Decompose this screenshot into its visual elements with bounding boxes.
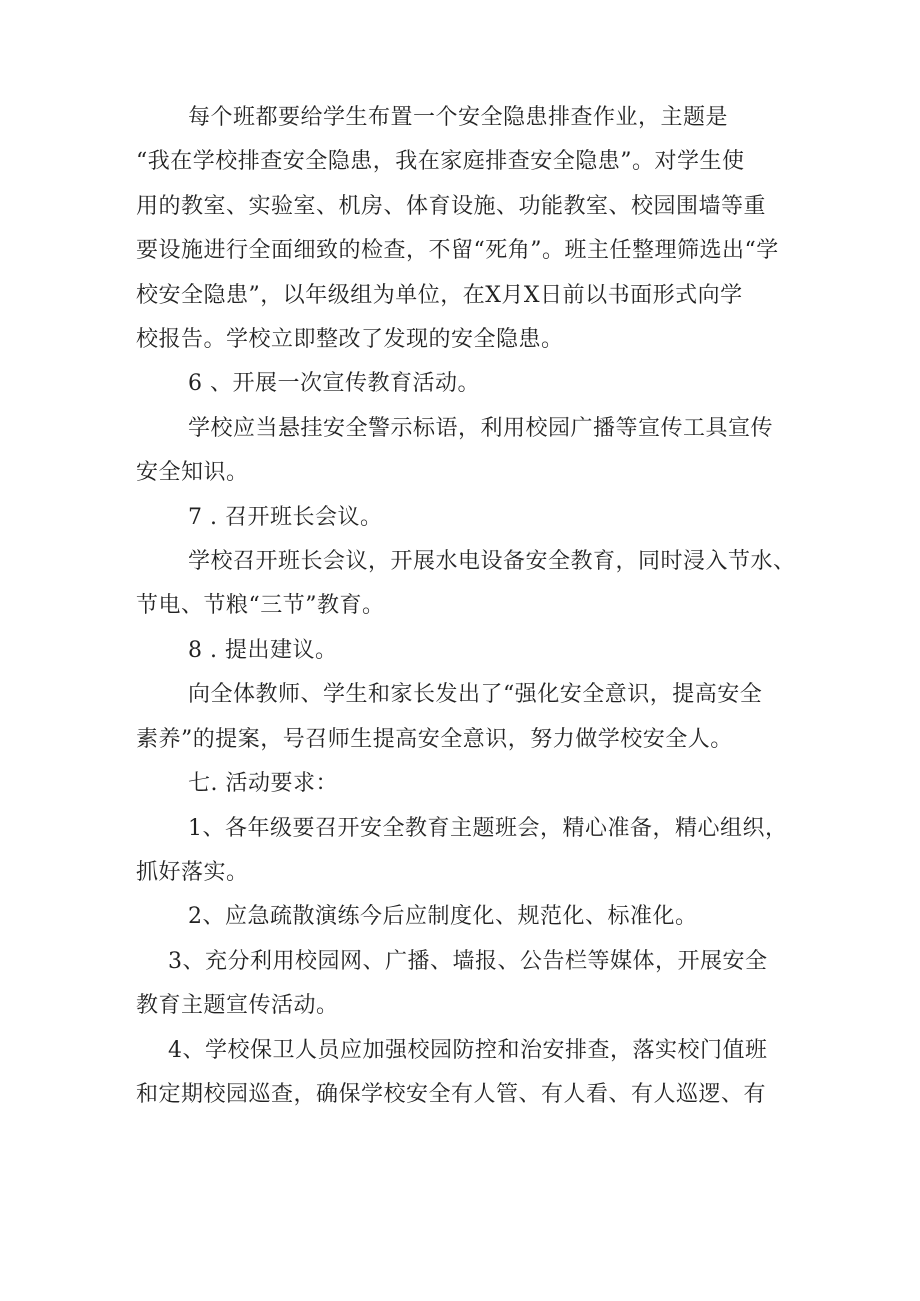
line: 教育主题宣传活动。 <box>136 993 339 1019</box>
line: 学校召开班长会议，开展水电设备安全教育，同时浸入节水、 <box>188 549 796 575</box>
line: 3、充分利用校园网、广播、墙报、公告栏等媒体，开展安全 <box>168 948 768 974</box>
line: 抓好落实。 <box>136 859 249 885</box>
paragraph-hazard-inspection <box>136 96 796 362</box>
document-body <box>136 96 796 1117</box>
heading-requirements <box>136 762 796 806</box>
line: 和定期校园巡查，确保学校安全有人管、有人看、有人巡逻、有 <box>136 1081 767 1107</box>
line: 用的教室、实验室、机房、体育设施、功能教室、校园围墙等重 <box>136 193 767 219</box>
line: 校安全隐患”，以年级组为单位，在X月X日前以书面形式向学 <box>136 282 743 308</box>
line: 1、各年级要召开安全教育主题班会，精心准备，精心组织， <box>188 815 788 841</box>
line: 向全体教师、学生和家长发出了“强化安全意识，提高安全 <box>188 682 763 708</box>
line: 节电、节粮“三节”教育。 <box>136 593 385 619</box>
requirement-4 <box>136 1029 796 1118</box>
heading-item-7 <box>136 496 796 540</box>
line: 每个班都要给学生布置一个安全隐患排查作业，主题是 <box>188 105 729 130</box>
requirement-1 <box>136 807 796 896</box>
requirement-2 <box>136 895 796 939</box>
line: 7 . 召开班长会议。 <box>188 504 383 530</box>
paragraph-item-7 <box>136 540 796 629</box>
line: 素养”的提案，号召师生提高安全意识，努力做学校安全人。 <box>136 726 733 752</box>
requirement-3 <box>136 940 796 1029</box>
line: 2、应急疏散演练今后应制度化、规范化、标准化。 <box>188 904 698 930</box>
line: 4、学校保卫人员应加强校园防控和治安排查，落实校门值班 <box>168 1037 768 1063</box>
line: 学校应当悬挂安全警示标语，利用校园广播等宣传工具宣传 <box>188 415 774 441</box>
line: “我在学校排查安全隐患，我在家庭排查安全隐患”。对学生使 <box>136 149 745 175</box>
line: 校报告。学校立即整改了发现的安全隐患。 <box>136 327 564 353</box>
line: 七. 活动要求： <box>188 771 338 797</box>
line: 8 . 提出建议。 <box>188 637 338 663</box>
heading-item-8 <box>136 629 796 673</box>
line: 6 、开展一次宣传教育活动。 <box>188 371 480 397</box>
line: 安全知识。 <box>136 460 249 486</box>
line: 要设施进行全面细致的检查，不留“死角”。班主任整理筛选出“学 <box>136 238 779 264</box>
paragraph-item-8 <box>136 673 796 762</box>
paragraph-item-6 <box>136 407 796 496</box>
heading-item-6 <box>136 362 796 406</box>
